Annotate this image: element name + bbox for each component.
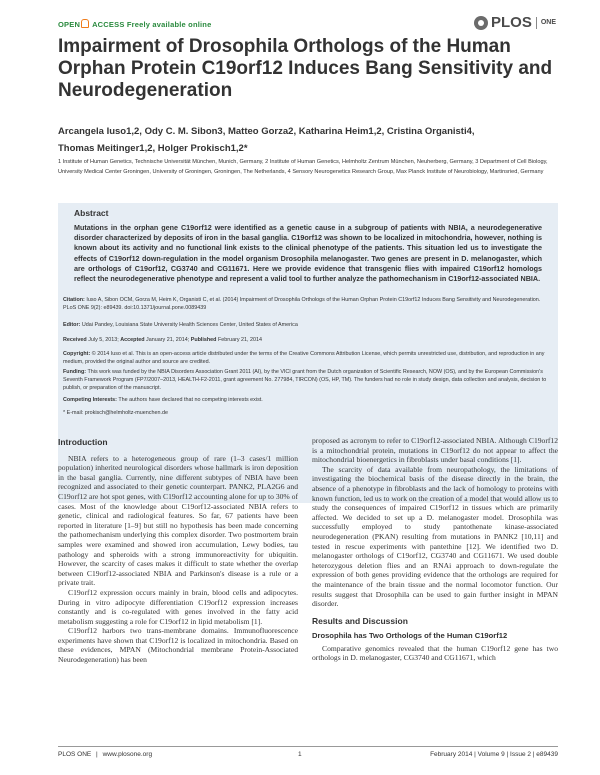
open-access-label: [58, 19, 211, 29]
right-paragraph-1: proposed as acronym to refer to C19orf12-associated NBIA. Although C19orf12 is a mitochondrial protein, mutations in C19orf12 do not appear to affect the mitochondrial bioenergetics in fibroblasts under basal conditions [1].: [312, 436, 558, 465]
author-list: [58, 123, 558, 157]
access-label: ACCESS: [92, 20, 125, 29]
intro-paragraph-1: NBIA refers to a heterogeneous group of rare (1–3 cases/1 million population) inherited neurological disorders whose hallmark is iron deposition in the basal ganglia. Currently, nine different subtypes of NBIA have been recognized and associated to their genetic counterpart. PANK2, PLA2G6 and C19orf12 are hot spot genes, with C19orf12 accounting alone for up to 30% of cases. Most of the knowledge about C19orf12-associated NBIA refers to genetic, clinical and radiological features. So far, 67 patients have been reported in literature [1–9] but still no hypothesis has been made concerning the pathomechanism underlying this complex disorder. Two postmortem brain samples were examined and showed iron accumulation, Lewy bodies, tau pathology and spheroids with a strong immunoreactivity for ubiquitin. However, the scarcity of cases makes it difficult to state whether the overlap between C19orf12-associated NBIA and Parkinson's disease is a rule or a private trait.: [58, 453, 298, 588]
citation-text: Iuso A, Sibon OCM, Gorza M, Heim K, Organisti C, et al. (2014) Impairment of Drosophila Orthologs of the Human Orphan Protein C19orf12 Induces Bang Sensitivity and Neurodegeneration. PLoS ONE 9(2): e89439. doi:10.1371/journal.pone.0089439: [63, 297, 541, 311]
introduction-heading: Introduction: [58, 437, 108, 447]
copyright: [63, 350, 553, 366]
citation: [63, 296, 553, 312]
competing-interests: [63, 396, 553, 404]
abstract-text: Mutations in the orphan gene C19orf12 were identified as a genetic cause in a subgroup of patients with NBIA, a neurodegenerative disorder characterized by deposits of iron in the basal ganglia. C19orf12 was shown to be localized in mitochondria, however, nothing is known about its activity and no functional link exists to the clinical phenotype of the patients. This situation led us to investigate the effects of C19orf12 down-regulation in the model organism Drosophila melanogaster. Two genes are present in D. melanogaster, which are orthologs of C19orf12, CG3740 and CG11671. Here we provide evidence that transgenic flies with impaired C19orf12 homologs reflect the neurodegenerative phenotype and represent a valid tool to further analyze the pathomechanism in C19orf12-associated NBIA.: [74, 223, 542, 284]
published-date: February 21, 2014: [217, 337, 263, 343]
footer-journal: PLOS ONE | www.plosone.org: [58, 751, 153, 758]
editor-label: Editor:: [63, 322, 81, 328]
right-paragraph-2: The scarcity of data available from neuropathology, the limitations of investigating the biochemical basis of the disease directly in the brain, the absence of a phenotype in fibroblasts and the lack of homology to proteins with known function, led us to work on the creation of a model that would allow us to study the consequences of impaired C19orf12 in tissues which are primarily affected. We decided to set up a D. melanogaster model. Drosophila was successfully employed to study pantothenate kinase-associated neurodegeneration (PKAN) resulting from mutations in PANK2 [10,11] and tested in rescue experiments with pantethine [12]. We identified two D. melanogaster orthologs of C19orf12, CG3740 and CG11671. We used double heterozygous deletion flies and an RNAi approach to down-regulate the expression of both genes providing evidence that the orthologs are required for the maintenance of the brain tissue and the normal locomotor function. Our results suggest that Drosophila can be used to gain further insight in MPAN disorder.: [312, 464, 558, 609]
authors-line-1: Arcangela Iuso1,2, Ody C. M. Sibon3, Matteo Gorza2, Katharina Heim1,2, Cristina Organisti4,: [58, 126, 475, 137]
accepted-date: January 21, 2014;: [146, 337, 190, 343]
journal-brand: PLOS: [490, 14, 532, 31]
competing-label: Competing Interests:: [63, 397, 117, 403]
right-paragraph-3: Comparative genomics revealed that the human C19orf12 gene has two orthologs in D. melanogaster, CG3740 and CG11671, which: [312, 643, 558, 663]
footer-rule: [58, 746, 558, 747]
article-title: [58, 36, 558, 102]
published-label: Published: [190, 337, 217, 343]
funding: [63, 368, 553, 392]
editor-text: Udai Pandey, Louisiana State University Health Sciences Center, United States of America: [81, 322, 298, 328]
footer-issue-info: February 2014 | Volume 9 | Issue 2 | e89439: [430, 751, 558, 758]
footer-url[interactable]: www.plosone.org: [102, 751, 153, 758]
intro-paragraph-3: C19orf12 harbors two trans-membrane domains. Immunofluorescence experiments have shown that C19orf12 is localized in mitochondria. Based on these evidences, MPAN (Mitochondrial membrane Protein-Associated Neurodegeneration) has been: [58, 626, 298, 665]
affiliations: 1 Institute of Human Genetics, Technische Universität München, Munich, Germany, 2 Institute of Human Genetics, Helmholtz Zentrum München, Neuherberg, Germany, 3 Department of Cell Biology, University Medical Center Groningen, University of Groningen, Groningen, The Netherlands, 4 Sensory Neurogenetics Research Group, Max Planck Institute of Neurobiology, Martinsried, Germany: [58, 159, 548, 175]
authors-line-2: Thomas Meitinger1,2, Holger Prokisch1,2*: [58, 143, 248, 154]
plos-logo-icon: [474, 16, 488, 30]
intro-paragraph-2: C19orf12 expression occurs mainly in brain, blood cells and adipocytes. During in vitro adipocyte differentiation C19orf12 expression increases constantly and is co-regulated with genes involved in the fatty acid metabolism suggesting a role for C19orf12 in lipid metabolism [1].: [58, 587, 298, 626]
footer-journal-name: PLOS ONE: [58, 751, 92, 758]
dates: [63, 336, 553, 344]
copyright-label: Copyright:: [63, 351, 91, 357]
funding-label: Funding:: [63, 369, 87, 375]
right-column: [312, 436, 558, 663]
received-date: July 5, 2013;: [88, 337, 119, 343]
journal-logo[interactable]: [474, 14, 556, 31]
received-label: Received: [63, 337, 87, 343]
freely-available-label: Freely available online: [126, 20, 212, 29]
citation-label: Citation:: [63, 297, 85, 303]
introduction-column: [58, 438, 298, 665]
page-number: 1: [298, 751, 302, 758]
title-text: Impairment of Drosophila Orthologs of the Human Orphan Protein C19orf12 Induces Bang Sensitivity and Neurodegeneration: [58, 36, 553, 101]
copyright-text: © 2014 Iuso et al. This is an open-access article distributed under the terms of the Creative Commons Attribution License, which permits unrestricted use, distribution, and reproduction in any medium, provided the original author and source are credited.: [63, 351, 545, 365]
competing-text: The authors have declared that no competing interests exist.: [118, 397, 263, 403]
accepted-label: Accepted: [120, 337, 145, 343]
open-lock-icon: [81, 19, 89, 28]
editor: [63, 321, 553, 329]
open-label: OPEN: [58, 20, 81, 29]
journal-sub: ONE: [540, 19, 556, 26]
results-subheading: Drosophila has Two Orthologs of the Human C19orf12: [312, 631, 508, 641]
funding-text: This work was funded by the NBIA Disorders Association Grant 2011 (AI), by the VICI grant from the Dutch organization of Scientific Research, NOW (OS), and by the European Commission's Seventh Framework Program (FP7/2007–2013, HEALTH-F2-2011, grant agreement No. 277984, TIRCON) (OS, HP, TM). The funders had no role in study design, data collection and analysis, decision to publish, or preparation of the manuscript.: [63, 369, 547, 391]
logo-divider: [536, 17, 537, 29]
abstract-heading: Abstract: [74, 208, 109, 218]
results-heading: Results and Discussion: [312, 615, 408, 626]
corresponding-email[interactable]: * E-mail: prokisch@helmholtz-muenchen.de: [63, 410, 168, 416]
